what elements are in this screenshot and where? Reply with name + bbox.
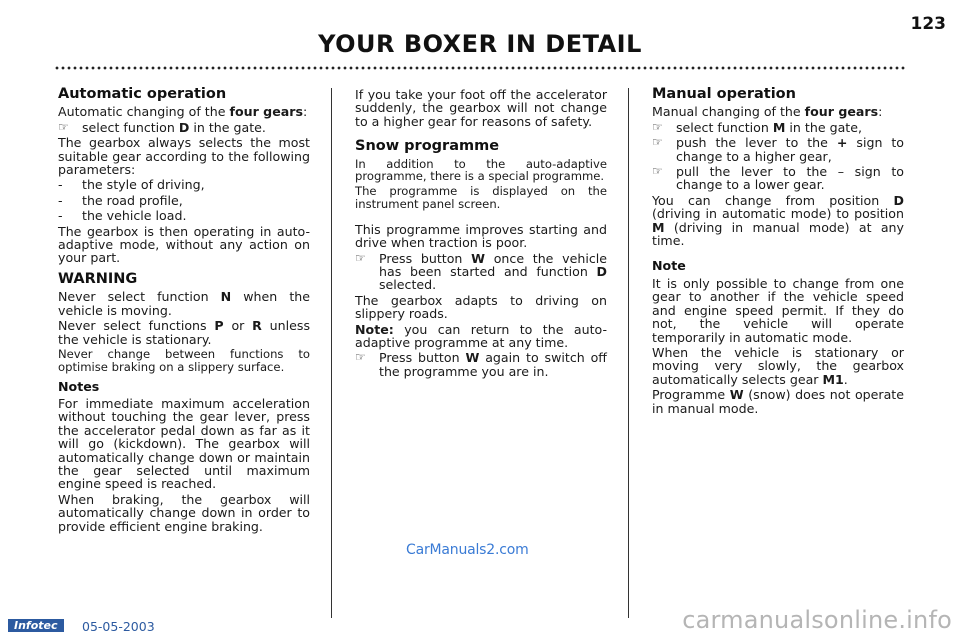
paragraph: Never change between functions to optimise braking on a slippery surface. (58, 346, 310, 374)
paragraph: It is only possible to change from one gear to another if the vehicle speed and engine speed permit. If they do not, the vehicle will operate temporarily in automatic mode. (652, 275, 904, 345)
heading-warning: WARNING (58, 270, 138, 287)
column-snow-programme (355, 88, 607, 380)
pointing-hand-icon: ☞ (58, 119, 69, 134)
pointing-hand-icon: ☞ (652, 119, 663, 134)
column-divider (628, 88, 629, 618)
heading-manual-operation: Manual operation (652, 86, 796, 102)
column-manual-operation (652, 86, 904, 417)
paragraph: When braking, the gearbox will automatically change down in order to provide efficient engine braking. (58, 491, 310, 534)
paragraph: The gearbox always selects the most suitable gear according to the following parameters: (58, 135, 310, 178)
paragraph: Programme W (snow) does not operate in manual mode. (652, 387, 904, 416)
list-item: ☞ push the lever to the + sign to change to a higher gear, (652, 135, 905, 164)
paragraph: This programme improves starting and drive when traction is poor. (355, 221, 607, 251)
watermark-link[interactable]: CarManuals2.com (406, 542, 529, 558)
paragraph: Manual changing of the four gears: (652, 104, 883, 120)
dotted-divider (54, 66, 906, 70)
paragraph: Automatic changing of the four gears: (58, 104, 308, 120)
pointing-hand-icon: ☞ (355, 350, 366, 365)
list-item: ☞ Press button W again to switch off the programme you are in. (355, 350, 607, 379)
list-item: ☞ pull the lever to the – sign to change to a lower gear. (652, 164, 904, 193)
infotec-logo: Infotec (8, 619, 64, 632)
paragraph: Never select functions P or R unless the vehicle is stationary. (58, 318, 311, 347)
paragraph: The programme is displayed on the instrument panel screen. (355, 184, 607, 212)
pointing-hand-icon: ☞ (652, 135, 663, 150)
pointing-hand-icon: ☞ (652, 164, 663, 179)
paragraph: The gearbox adapts to driving on slippery roads. (355, 292, 607, 322)
paragraph: When the vehicle is stationary or moving very slowly, the gearbox automatically selects gear M1. (652, 344, 904, 387)
heading-note: Note (652, 258, 686, 274)
list-item: ☞ select function M in the gate, (652, 119, 862, 135)
paragraph: The gearbox is then operating in auto-adaptive mode, without any action on your part. (58, 223, 310, 266)
page-title: YOUR BOXER IN DETAIL (318, 30, 642, 58)
column-divider (331, 88, 332, 618)
list-item: ☞ Press button W once the vehicle has been started and function D selected. (355, 250, 607, 293)
footer-date: 05-05-2003 (82, 619, 155, 634)
list-item: - the road profile, (58, 192, 183, 208)
page-number: 123 (910, 14, 946, 34)
list-item: - the style of driving, (58, 177, 205, 193)
heading-snow-programme: Snow programme (355, 138, 500, 155)
paragraph: Never select function N when the vehicle is moving. (58, 289, 311, 318)
list-item: ☞ select function D in the gate. (58, 119, 266, 135)
heading-automatic-operation: Automatic operation (58, 86, 227, 102)
paragraph: You can change from position D (driving in automatic mode) to position M (driving in manual mode) at any time. (652, 192, 904, 249)
pointing-hand-icon: ☞ (355, 250, 366, 265)
paragraph: If you take your foot off the accelerator suddenly, the gearbox will not change to a higher gear for reasons of safety. (355, 87, 607, 129)
footer-site-link[interactable]: carmanualsonline.info (682, 606, 952, 634)
paragraph: In addition to the auto-adaptive programme, there is a special programme. (355, 156, 607, 184)
heading-notes: Notes (58, 378, 100, 394)
column-automatic-operation (58, 86, 310, 535)
list-item: - the vehicle load. (58, 208, 187, 224)
paragraph: Note: you can return to the auto-adaptive programme at any time. (355, 321, 607, 351)
paragraph: For immediate maximum acceleration without touching the gear lever, press the accelerator pedal down as far as it will go (kickdown). The gearbox will automatically change down or maintain the gear selected until maximum engine speed is reached. (58, 395, 310, 492)
